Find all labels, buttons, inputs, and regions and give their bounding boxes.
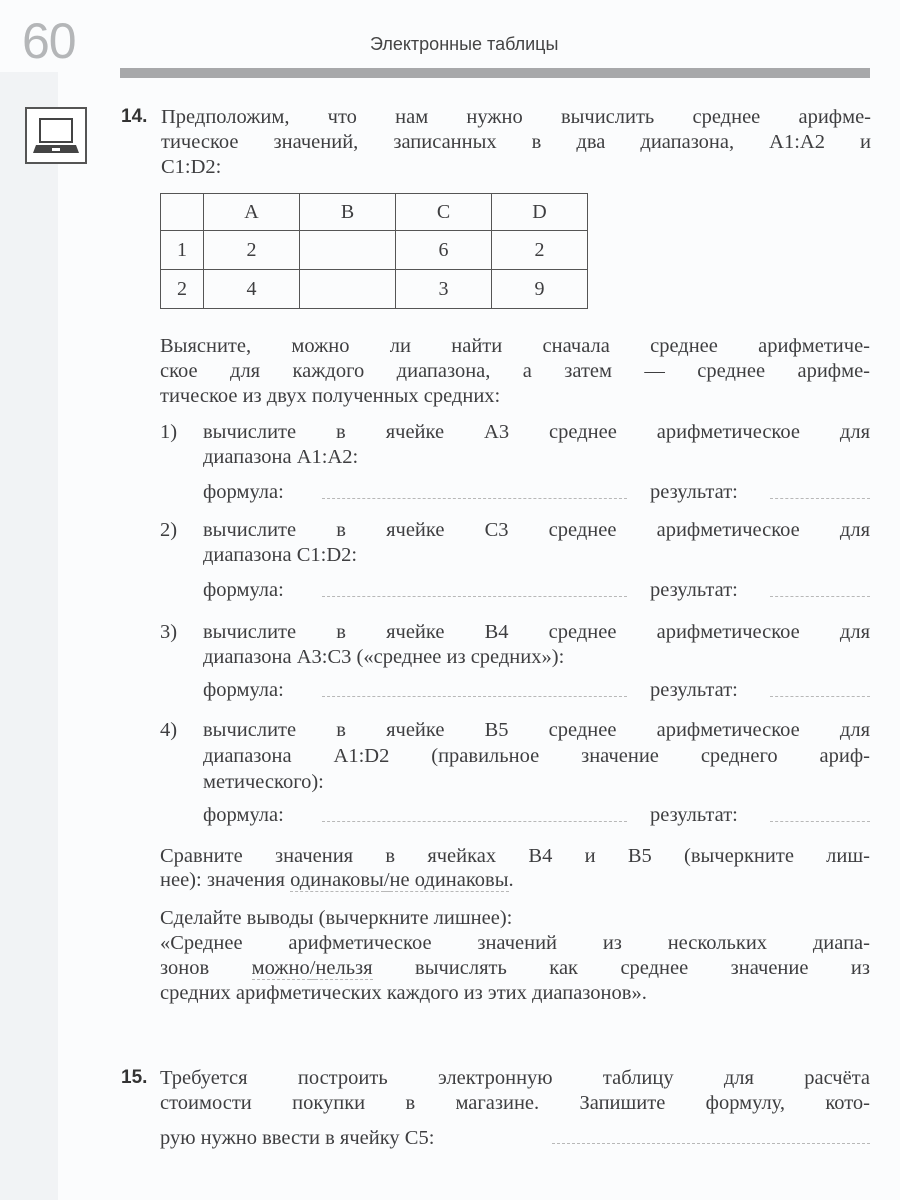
option-can[interactable]: можно bbox=[251, 957, 310, 979]
task14-intro-line: C1:D2: bbox=[161, 156, 222, 178]
result-label: результат: bbox=[650, 579, 738, 601]
page-margin-strip bbox=[0, 72, 58, 1200]
column-header: C bbox=[396, 194, 492, 231]
result-label: результат: bbox=[650, 481, 738, 503]
task15-line: стоимости покупки в магазине. Запишите формулу, кото- bbox=[160, 1092, 870, 1114]
task14-intro-line: тическое значений, записанных в два диапазона, A1:A2 и bbox=[161, 131, 871, 153]
item-number: 3) bbox=[160, 621, 178, 643]
table-cell: 2 bbox=[492, 231, 588, 270]
result-answer-line[interactable] bbox=[770, 596, 870, 597]
option-separator: / bbox=[383, 869, 390, 891]
item-line: метического): bbox=[203, 771, 324, 793]
spreadsheet-table bbox=[160, 193, 588, 309]
formula-label: формула: bbox=[203, 679, 284, 701]
running-title: Электронные таблицы bbox=[370, 34, 559, 54]
formula-answer-line[interactable] bbox=[322, 498, 627, 499]
table-cell: 3 bbox=[396, 270, 492, 309]
task15-line: рую нужно ввести в ячейку C5: bbox=[160, 1127, 435, 1149]
c5-formula-answer-line[interactable] bbox=[552, 1143, 870, 1144]
option-equal[interactable]: одинаковы bbox=[290, 869, 384, 891]
formula-label: формула: bbox=[203, 579, 284, 601]
item-line: вычислите в ячейке C3 среднее арифметическое для bbox=[203, 519, 870, 541]
result-answer-line[interactable] bbox=[770, 498, 870, 499]
compare-end: . bbox=[508, 869, 514, 891]
table-cell bbox=[300, 270, 396, 309]
option-cannot[interactable]: нельзя bbox=[315, 957, 373, 979]
item-line: вычислите в ячейке B5 среднее арифметическое для bbox=[203, 719, 870, 741]
result-answer-line[interactable] bbox=[770, 696, 870, 697]
formula-answer-line[interactable] bbox=[322, 821, 627, 822]
question-line: Выясните, можно ли найти сначала среднее арифметиче- bbox=[160, 335, 870, 357]
column-header: B bbox=[300, 194, 396, 231]
conclusion-suffix: вычислять как среднее значение из bbox=[372, 957, 870, 979]
result-label: результат: bbox=[650, 679, 738, 701]
question-line: ское для каждого диапазона, а затем — среднее арифме- bbox=[160, 360, 870, 382]
conclusion-prefix: зонов bbox=[160, 957, 252, 979]
column-header: D bbox=[492, 194, 588, 231]
table-cell bbox=[300, 231, 396, 270]
table-cell: 6 bbox=[396, 231, 492, 270]
conclusion-line: Сделайте выводы (вычеркните лишнее): bbox=[160, 907, 513, 929]
laptop-icon bbox=[25, 107, 87, 164]
table-row bbox=[161, 270, 588, 309]
conclusion-line-3 bbox=[160, 955, 870, 981]
formula-answer-line[interactable] bbox=[322, 596, 627, 597]
column-header: A bbox=[204, 194, 300, 231]
item-number: 1) bbox=[160, 421, 178, 443]
question-line: тическое из двух полученных средних: bbox=[160, 385, 501, 407]
task-number-15: 15. bbox=[121, 1067, 148, 1088]
formula-answer-line[interactable] bbox=[322, 696, 627, 697]
table-corner-cell bbox=[161, 194, 204, 231]
table-row bbox=[161, 231, 588, 270]
header-rule bbox=[120, 68, 870, 78]
table-cell: 4 bbox=[204, 270, 300, 309]
row-header: 2 bbox=[161, 270, 204, 309]
task15-line: Требуется построить электронную таблицу для расчёта bbox=[160, 1067, 870, 1089]
table-header-row bbox=[161, 194, 588, 231]
item-line: вычислите в ячейке B4 среднее арифметическое для bbox=[203, 621, 870, 643]
page-number: 60 bbox=[22, 13, 76, 69]
formula-label: формула: bbox=[203, 481, 284, 503]
item-number: 4) bbox=[160, 719, 178, 741]
conclusion-line: средних арифметических каждого из этих диапазонов». bbox=[160, 982, 647, 1004]
compare-line: Сравните значения в ячейках B4 и B5 (вычеркните лиш- bbox=[160, 845, 870, 867]
compare-line-2 bbox=[160, 867, 514, 893]
item-line: диапазона C1:D2: bbox=[203, 544, 358, 566]
result-label: результат: bbox=[650, 804, 738, 826]
task-number-14: 14. bbox=[121, 106, 148, 127]
conclusion-line: «Среднее арифметическое значений из нескольких диапа- bbox=[160, 932, 870, 954]
item-line: диапазона A1:D2 (правильное значение среднего ариф- bbox=[203, 745, 870, 767]
item-line: диапазона A3:C3 («среднее из средних»): bbox=[203, 646, 565, 668]
option-separator: / bbox=[309, 957, 316, 979]
result-answer-line[interactable] bbox=[770, 821, 870, 822]
item-number: 2) bbox=[160, 519, 178, 541]
item-line: вычислите в ячейке A3 среднее арифметическое для bbox=[203, 421, 870, 443]
task14-intro-line: Предположим, что нам нужно вычислить среднее арифме- bbox=[161, 106, 871, 128]
table-cell: 2 bbox=[204, 231, 300, 270]
item-line: диапазона A1:A2: bbox=[203, 446, 359, 468]
formula-label: формула: bbox=[203, 804, 284, 826]
row-header: 1 bbox=[161, 231, 204, 270]
option-not-equal[interactable]: не одинаковы bbox=[389, 869, 509, 891]
table-cell: 9 bbox=[492, 270, 588, 309]
compare-prefix: нее): значения bbox=[160, 869, 291, 891]
